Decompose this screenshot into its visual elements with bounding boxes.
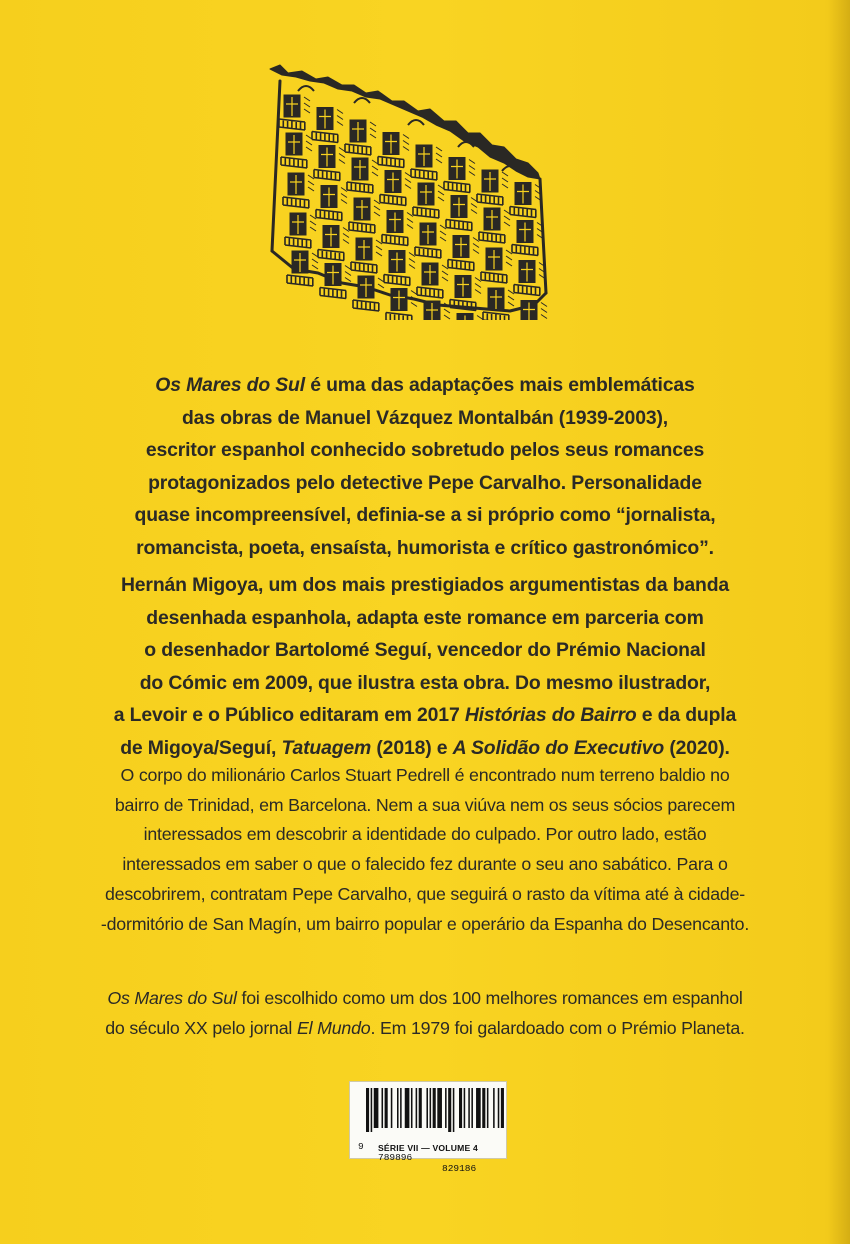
facade-hatching (341, 188, 347, 204)
award-line-2-c: . Em 1979 foi galardoado com o Prémio Planeta. (370, 1017, 745, 1038)
facade-balcony (347, 182, 373, 193)
facade-balcony (345, 144, 371, 155)
facade-hatching (436, 147, 442, 163)
intro-line-1-text: é uma das adaptações mais emblemáticas (304, 374, 695, 396)
intro-line-5: quase incompreensível, definia-se a si próprio como “jornalista, (134, 504, 716, 527)
facade-balcony (481, 272, 507, 283)
facade-hatching (473, 238, 479, 254)
award-book-title: Os Mares do Sul (107, 988, 237, 1008)
authors-line-6 (60, 732, 790, 765)
facade-balcony (314, 170, 340, 181)
facade-hatching (438, 185, 444, 201)
facade-hatching (339, 148, 345, 164)
facade-balcony (349, 222, 375, 233)
barcode-bar (382, 1088, 384, 1128)
facade-hatching (310, 215, 316, 231)
facade-balcony (384, 275, 410, 286)
tatuagem-title: Tatuagem (281, 736, 372, 759)
barcode-bar (453, 1088, 455, 1132)
facade-hatching (374, 200, 380, 216)
facade-hatching (337, 110, 343, 126)
facade-hatching (506, 250, 512, 266)
barcode-bar (400, 1088, 402, 1128)
facade-balcony (378, 157, 404, 168)
facade-hatching (403, 135, 409, 151)
barcode-bar (487, 1088, 489, 1128)
barcode-bar (430, 1088, 432, 1128)
barcode-right-digits: 829186 (442, 1163, 477, 1174)
barcode-bar (445, 1088, 447, 1128)
facade-hatching (312, 253, 318, 269)
facade-balcony (380, 195, 406, 206)
barcode-bar (374, 1088, 379, 1128)
facade-balcony (483, 312, 509, 320)
historias-do-bairro-title: Histórias do Bairro (464, 704, 637, 727)
facade-hatching (409, 253, 415, 269)
facade-balcony (285, 237, 311, 248)
facade-balcony (318, 250, 344, 261)
barcode-bar (385, 1088, 388, 1128)
synopsis-line-2: bairro de Trinidad, em Barcelona. Nem a sua viúva nem os seus sócios parecem (114, 794, 736, 815)
facade-hatching (372, 160, 378, 176)
barcode-left-digits: 789896 (378, 1152, 413, 1163)
authors-line-5-c: e da dupla (636, 704, 737, 727)
barcode-bar (498, 1088, 500, 1128)
building-facade-illustration (258, 55, 558, 320)
authors-line-6-a: de Migoya/Seguí, (120, 736, 282, 759)
series-volume-label: SÉRIE VII — VOLUME 4 (378, 1143, 478, 1153)
barcode-bar (476, 1088, 481, 1128)
facade-balcony (382, 235, 408, 246)
authors-line-6-e: (2020). (664, 736, 730, 759)
facade-hatching (345, 266, 351, 282)
facade-balcony (283, 197, 309, 208)
facade-balcony (448, 260, 474, 271)
synopsis-line-1: O corpo do milionário Carlos Stuart Pedrell é encontrado num terreno baldio no (120, 765, 730, 785)
barcode-bar (397, 1088, 399, 1128)
facade-hatching (343, 228, 349, 244)
barcode-bar (468, 1088, 470, 1128)
barcode-bar (371, 1088, 373, 1132)
authors-line-4: do Cómic em 2009, que ilustra esta obra. Do mesmo ilustrador, (139, 671, 711, 694)
authors-line-2: desenhada espanhola, adapta este romance em parceria com (146, 606, 704, 629)
synopsis-line-4: interessados em saber o que o falecido fez durante o seu ano sabático. Para o (122, 854, 728, 875)
facade-hatching (477, 316, 483, 321)
barcode-digits (356, 1130, 502, 1185)
barcode-label (349, 1081, 507, 1174)
facade-balcony (477, 194, 503, 205)
barcode-bar (416, 1088, 418, 1128)
facade-balcony (417, 287, 443, 298)
award-line-2-a: do século XX pelo jornal (105, 1017, 297, 1038)
facade-hatching (471, 198, 477, 214)
authors-line-5-a: a Levoir e o Público editaram em 2017 (113, 704, 465, 727)
authors-line-6-c: (2018) e (371, 736, 453, 759)
intro-line-6: romancista, poeta, ensaísta, humorista e crítico gastronómico”. (136, 536, 714, 559)
facade-balcony (320, 288, 346, 299)
barcode-bar (493, 1088, 495, 1128)
barcode-bar (482, 1088, 485, 1128)
intro-line-2: das obras de Manuel Vázquez Montalbán (1939-2003), (181, 406, 669, 429)
barcode-bar (426, 1088, 428, 1128)
synopsis-paragraph (60, 761, 790, 939)
barcode-bar (464, 1088, 466, 1128)
synopsis-line-5: descobrirem, contratam Pepe Carvalho, que seguirá o rasto da vítima até à cidade- (104, 883, 746, 904)
barcode-bar (471, 1088, 473, 1128)
intro-line-1 (60, 369, 790, 402)
facade-hatching (308, 175, 314, 191)
facade-hatching (475, 278, 481, 294)
facade-balcony (514, 285, 540, 296)
facade-balcony (351, 262, 377, 273)
barcode-bar (366, 1088, 369, 1132)
facade-hatching (407, 213, 413, 229)
facade-balcony (479, 232, 505, 243)
facade-hatching (370, 122, 376, 138)
facade-hatching (405, 173, 411, 189)
barcode-bar (419, 1088, 422, 1128)
book-title-italic: Os Mares do Sul (155, 374, 305, 396)
award-line-2 (60, 1014, 790, 1044)
intro-line-4: protagonizados pelo detective Pepe Carvalho. Personalidade (148, 471, 702, 494)
intro-paragraph (60, 369, 790, 565)
award-line-1-text: foi escolhido como um dos 100 melhores romances em espanhol (236, 988, 743, 1008)
facade-balcony (281, 157, 307, 168)
facade-balcony (411, 169, 437, 180)
barcode-bar (448, 1088, 451, 1132)
facade-hatching (504, 210, 510, 226)
facade-hatching (442, 265, 448, 281)
facade-hatching (440, 225, 446, 241)
facade-hatching (469, 160, 475, 176)
barcode-bar (391, 1088, 393, 1128)
facade-hatching (306, 135, 312, 151)
facade-balcony (413, 207, 439, 218)
facade-balcony (353, 300, 379, 311)
facade-balcony (312, 132, 338, 143)
facade-hatching (508, 290, 514, 306)
barcode-bar (411, 1088, 413, 1128)
facade-hatching (304, 97, 310, 113)
facade-balcony (316, 210, 342, 221)
barcode-bar (405, 1088, 410, 1128)
facade-balcony (287, 275, 313, 286)
el-mundo-title: El Mundo (296, 1017, 371, 1038)
authors-line-5 (60, 699, 790, 732)
barcode-bar (433, 1088, 436, 1128)
barcode-first-digit: 9 (358, 1141, 364, 1152)
award-line-1 (60, 984, 790, 1014)
cover-edge-shadow (828, 0, 850, 1244)
facade-balcony (446, 220, 472, 231)
facade-balcony (450, 300, 476, 311)
barcode-bar (501, 1088, 504, 1128)
barcode-bar (437, 1088, 442, 1128)
intro-line-3: escritor espanhol conhecido sobretudo pelos seus romances (145, 439, 705, 462)
facade-balcony (512, 245, 538, 256)
authors-paragraph (60, 569, 790, 765)
barcode-bar (459, 1088, 462, 1128)
facade-balcony (279, 119, 305, 130)
authors-line-1: Hernán Migoya, um dos mais prestigiados argumentistas da banda (120, 574, 730, 596)
facade-balcony (510, 207, 536, 218)
synopsis-line-6: -dormitório de San Magín, um bairro popular e operário da Espanha do Desencanto. (100, 913, 750, 934)
solidao-do-executivo-title: A Solidão do Executivo (452, 736, 665, 759)
authors-line-3: o desenhador Bartolomé Seguí, vencedor do Prémio Nacional (144, 639, 706, 662)
facade-hatching (502, 172, 508, 188)
barcode-bars (350, 1082, 506, 1132)
award-paragraph (60, 984, 790, 1043)
facade-hatching (541, 303, 547, 319)
facade-balcony (444, 182, 470, 193)
facade-hatching (376, 240, 382, 256)
facade-balcony (386, 313, 412, 321)
synopsis-line-3: interessados em descobrir a identidade do culpado. Por outro lado, estão (143, 824, 707, 845)
facade-balcony (415, 247, 441, 258)
